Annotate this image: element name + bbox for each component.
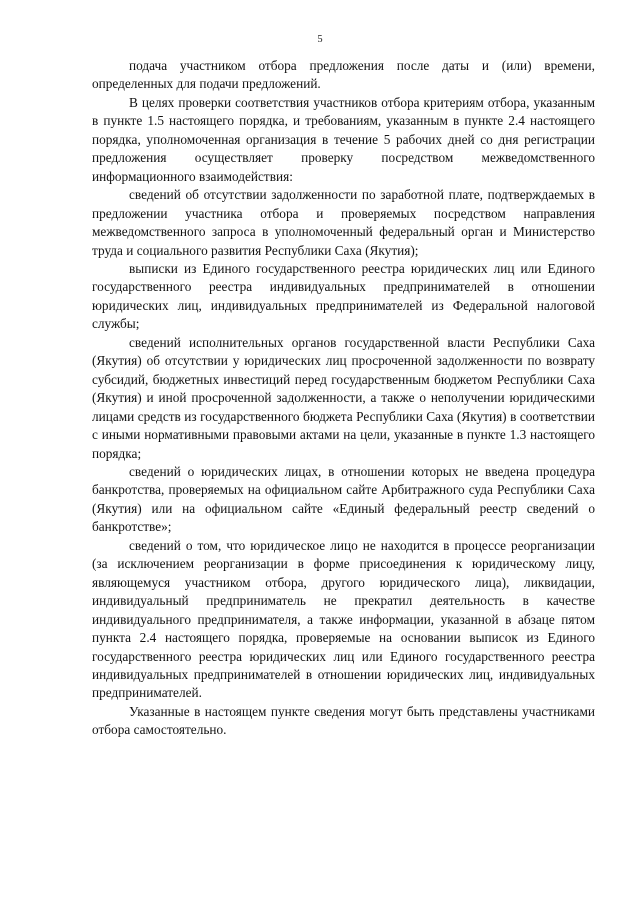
paragraph-wage-debt: сведений об отсутствии задолженности по заработной плате, подтверждаемых в предложении участника отбора и проверяемых посредством направления межведомственного запроса в уполномоченный федеральный орган и Министерство труда и социального развития Республики Саха (Якутия); (92, 187, 595, 258)
paragraph-overdue-debt: сведений исполнительных органов государственной власти Республики Саха (Якутия) об отсутствии у юридических лиц просроченной задолженности по возврату субсидий, бюджетных инвестиций перед государственным бюджетом Республики Саха (Якутия) и иной просроченной задолженности, а также о неполучении юридическими лицами средств из государственного бюджета Республики Саха (Якутия) в соответствии с иными нормативными правовыми актами на цели, указанные в пункте 1.3 настоящего порядка; (92, 334, 595, 461)
page-number: 5 (317, 34, 323, 45)
paragraph-self-submission: Указанные в настоящем пункте сведения могут быть представлены участниками отбора самостоятельно. (92, 703, 595, 738)
paragraph-reorganization: сведений о том, что юридическое лицо не находится в процессе реорганизации (за исключением реорганизации в форме присоединения к юридическому лицу, являющемуся участником отбора, другого юридического лица), ликвидации, индивидуальный предприниматель не прекратил деятельность в качестве индивидуального предпринимателя, а также информации, указанной в абзаце пятом пункта 2.4 настоящего порядка, проверяемые на основании выписок из Единого государственного реестра юридических лиц или Единого государственного реестра индивидуальных предпринимателей в отношении юридических лиц, индивидуальных предпринимателей. (92, 537, 595, 701)
paragraph-registry-extract: выписки из Единого государственного реестра юридических лиц или Единого государственного реестра индивидуальных предпринимателей в отношении юридических лиц, индивидуальных предпринимателей из Федеральной налоговой службы; (92, 260, 595, 332)
paragraph-verification-intro: В целях проверки соответствия участников отбора критериям отбора, указанным в пункте 1.5 настоящего порядка, и требованиям, указанным в пункте 2.4 настоящего порядка, уполномоченная организация в течение 5 рабочих дней со дня регистрации предложения осуществляет проверку посредством межведомственного информационного взаимодействия: (92, 94, 595, 184)
paragraph-bankruptcy: сведений о юридических лицах, в отношении которых не введена процедура банкротства, проверяемых на официальном сайте Арбитражного суда Республики Саха (Якутия) или на официальном сайте «Единый федеральный реестр сведений о банкротстве»; (92, 463, 595, 535)
document-body (92, 57, 595, 740)
paragraph-continuation: подача участником отбора предложения после даты и (или) времени, определенных для подачи предложений. (92, 58, 595, 92)
